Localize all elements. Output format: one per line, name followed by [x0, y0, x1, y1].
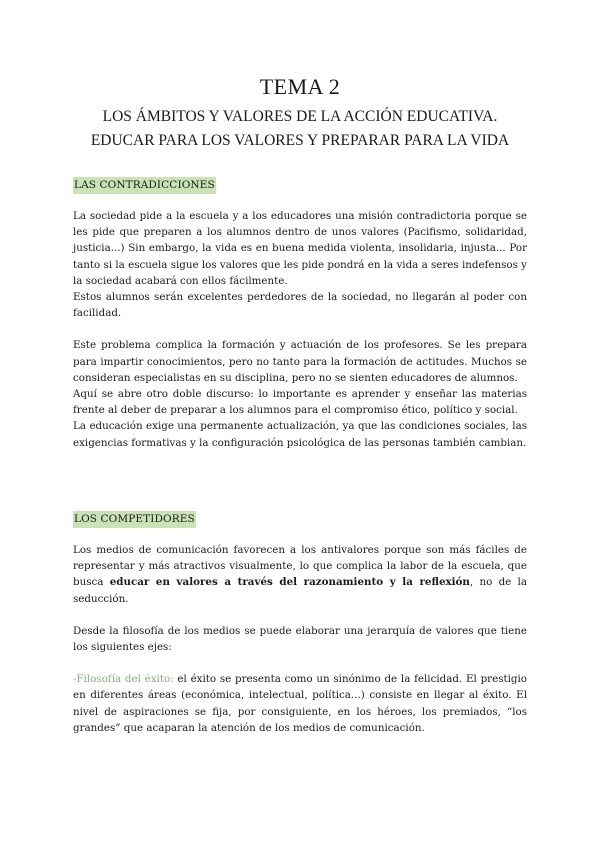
text-run: el éxito se presenta como un sinónimo de la felicidad. El prestigio en diferentes áreas (económica, intelectual, política...) consiste en llegar al éxito. El nivel de aspiraciones se fija, por consiguiente, en los héroes, los premiados, “los grandes” que acaparan la atención de los medios de comunicación.	[73, 673, 527, 734]
section-heading-contradicciones: LAS CONTRADICCIONES	[73, 177, 216, 194]
section-body-contradicciones	[73, 208, 527, 451]
paragraph	[73, 671, 527, 736]
text-run: , no de la seducción.	[73, 576, 527, 605]
paragraph: Este problema complica la formación y actuación de los profesores. Se les prepara para impartir conocimientos, pero no tanto para la formación de actitudes. Muchos se consideran especialistas en su disciplina, pero no se sienten educadores de alumnos.	[73, 339, 527, 384]
section-body-competidores	[73, 542, 527, 736]
paragraph: Estos alumnos serán excelentes perdedores de la sociedad, no llegarán al poder con facilidad.	[73, 291, 527, 320]
page-subtitle-line1: LOS ÁMBITOS Y VALORES DE LA ACCIÓN EDUCATIVA.	[102, 108, 498, 125]
paragraph: Aquí se abre otro doble discurso: lo importante es aprender y enseñar las materias frente al deber de preparar a los alumnos para el compromiso ético, político y social.	[73, 388, 527, 417]
page-title: TEMA 2	[259, 74, 341, 99]
paragraph: La sociedad pide a la escuela y a los educadores una misión contradictoria porque se les pide que preparen a los alumnos dentro de unos valores (Pacifismo, solidaridad, justicia...) Sin embargo, la vida es en buena medida violenta, insolidaria, injusta... Por tanto si la escuela sigue los valores que les pide pondrá en la vida a seres indefensos y la sociedad acabará con ellos fácilmente.	[73, 210, 527, 287]
paragraph: La educación exige una permanente actualización, ya que las condiciones sociales, las exigencias formativas y la configuración psicológica de las personas también cambian.	[73, 420, 527, 449]
paragraph	[73, 542, 527, 607]
bold-text: educar en valores a través del razonamiento y la reflexión	[109, 576, 470, 589]
axis-label: -Filosofía del éxito:	[73, 673, 174, 686]
text-run: Los medios de comunicación favorecen a los antivalores porque son más fáciles de representar y más atractivos visualmente, lo que complica la labor de la escuela, que busca	[73, 544, 527, 589]
section-heading-competidores: LOS COMPETIDORES	[73, 511, 196, 528]
page-subtitle-line2: EDUCAR PARA LOS VALORES Y PREPARAR PARA LA VIDA	[90, 132, 510, 149]
paragraph: Desde la filosofía de los medios se puede elaborar una jerarquía de valores que tiene los siguientes ejes:	[73, 624, 527, 654]
